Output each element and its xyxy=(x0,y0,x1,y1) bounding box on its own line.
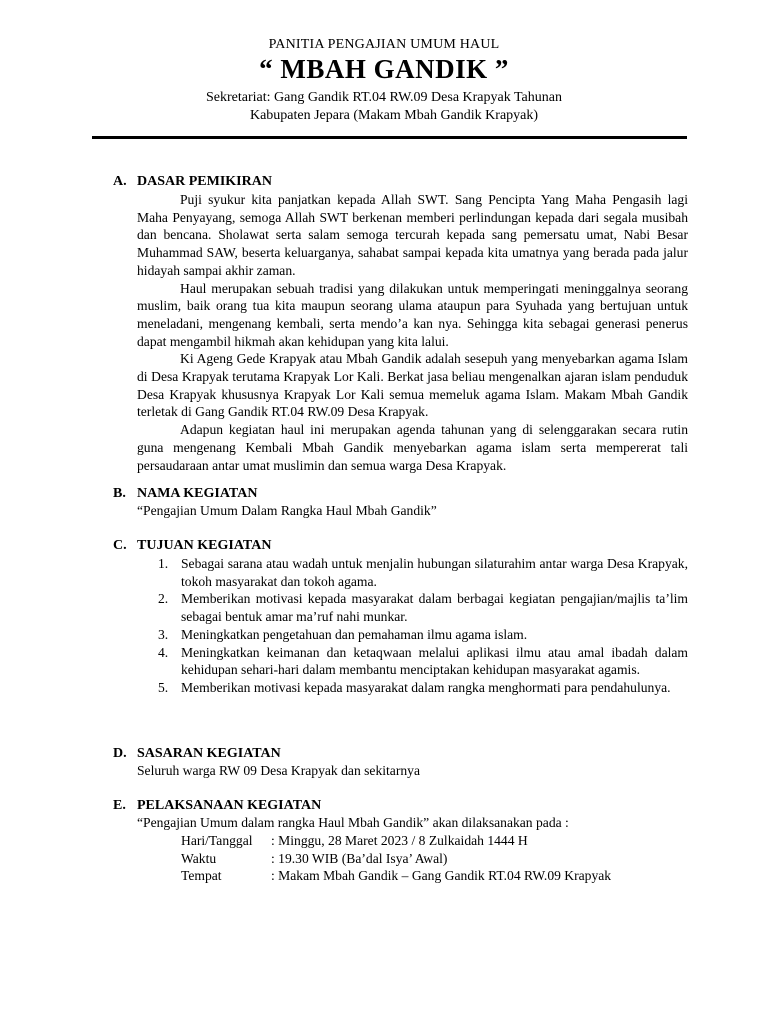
goal-text: Memberikan motivasi kepada masyarakat dalam rangka menghormati para pendahulunya. xyxy=(181,679,671,695)
section-c-heading xyxy=(113,538,271,554)
section-d-text: Seluruh warga RW 09 Desa Krapyak dan sekitarnya xyxy=(137,763,420,778)
section-d-heading xyxy=(113,746,281,762)
section-a-paragraph-3: Ki Ageng Gede Krapyak atau Mbah Gandik adalah sesepuh yang menyebarkan agama Islam di Desa Krapyak terutama Krapyak Lor Kali. Berkat jasa beliau mengenalkan ajaran islam penduduk Desa Krapyak khususnya Krapyak Lor Kali semua memeluk agama Islam. Makam Mbah Gandik terletak di Gang Gandik RT.04 RW.09 Desa Krapyak. xyxy=(137,351,688,420)
schedule-key: Waktu xyxy=(181,850,217,866)
section-a-body xyxy=(137,191,688,474)
section-e-heading xyxy=(113,798,321,814)
header-divider xyxy=(92,136,687,139)
schedule-key: Tempat xyxy=(181,868,222,884)
section-b-heading xyxy=(113,486,257,502)
schedule-value: : Minggu, 28 Maret 2023 / 8 Zulkaidah 1444 H xyxy=(271,833,528,848)
goal-number: 1. xyxy=(158,556,169,571)
schedule-row-place xyxy=(181,867,611,885)
goal-number: 4. xyxy=(158,644,169,660)
goal-item xyxy=(137,679,688,697)
section-c-title: TUJUAN KEGIATAN xyxy=(137,538,272,553)
goal-text: Sebagai sarana atau wadah untuk menjalin hubungan silaturahim antar warga Desa Krapyak, tokoh masyarakat dan tokoh agama. xyxy=(181,556,688,589)
section-b-text: “Pengajian Umum Dalam Rangka Haul Mbah Gandik” xyxy=(137,503,437,518)
section-c-goal-list xyxy=(137,555,688,697)
section-a-paragraph-1: Puji syukur kita panjatkan kepada Allah SWT. Sang Pencipta Yang Maha Pengasih lagi Maha Penyayang, semoga Allah SWT berkenan memberi perlindungan kepada dari segala musibah dan bencana. Sholawat serta salam semoga tercurah kepada sang pemersatu umat, Nabi Besar Muhammad SAW, beserta keluarganya, sahabat sampai kepada kita umatnya yang berada pada jalur hidayah sampai akhir zaman. xyxy=(137,192,688,278)
schedule-row-date xyxy=(181,832,611,850)
section-a-letter: A. xyxy=(113,174,127,189)
goal-item xyxy=(137,555,688,590)
section-a-title: DASAR PEMIKIRAN xyxy=(137,174,272,189)
section-e-letter: E. xyxy=(113,798,126,813)
goal-item xyxy=(137,644,688,679)
section-e-title: PELAKSANAAN KEGIATAN xyxy=(137,798,322,813)
schedule-table xyxy=(181,832,611,885)
goal-text: Meningkatkan pengetahuan dan pemahaman ilmu agama islam. xyxy=(181,626,528,642)
section-d-title: SASARAN KEGIATAN xyxy=(137,746,281,761)
schedule-row-time xyxy=(181,850,611,868)
section-e-intro: “Pengajian Umum dalam rangka Haul Mbah Gandik” akan dilaksanakan pada : xyxy=(137,815,569,830)
goal-text: Memberikan motivasi kepada masyarakat dalam berbagai kegiatan pengajian/majlis ta’lim sebagai bentuk amar ma’ruf nahi munkar. xyxy=(181,591,688,625)
goal-number: 3. xyxy=(158,626,169,642)
goal-item xyxy=(137,626,688,644)
goal-text: Meningkatkan keimanan dan ketaqwaan melalui aplikasi ilmu atau amal ibadah dalam kehidupan sehari-hari dalam membantu menciptakan kehidupan masyarakat agamis. xyxy=(181,644,688,678)
goal-item xyxy=(137,590,688,625)
committee-title: PANITIA PENGAJIAN UMUM HAUL xyxy=(268,37,500,52)
event-name-title: “ MBAH GANDIK ” xyxy=(259,54,509,84)
schedule-key: Hari/Tanggal xyxy=(181,833,253,848)
section-d-letter: D. xyxy=(113,746,127,761)
schedule-value: : Makam Mbah Gandik – Gang Gandik RT.04 RW.09 Krapyak xyxy=(271,868,612,884)
goal-number: 5. xyxy=(158,679,169,695)
section-b-letter: B. xyxy=(113,486,126,501)
section-c-letter: C. xyxy=(113,538,127,553)
section-a-paragraph-2: Haul merupakan sebuah tradisi yang dilakukan untuk memperingati meninggalnya seorang muslim, baik orang tua kita maupun seorang ulama ataupun para Syuhada yang bertujuan untuk meneladani, mengenang kembali, serta mendo’a kan nya. Sehingga kita sebagai generasi penerus dapat mengambil hikmah akan kehidupan yang kita lalui. xyxy=(137,280,688,349)
secretariat-address-line1: Sekretariat: Gang Gandik RT.04 RW.09 Desa Krapyak Tahunan xyxy=(205,90,562,105)
schedule-value: : 19.30 WIB (Ba’dal Isya’ Awal) xyxy=(271,850,448,866)
section-b-title: NAMA KEGIATAN xyxy=(137,486,258,501)
section-a-paragraph-4: Adapun kegiatan haul ini merupakan agenda tahunan yang di selenggarakan secara rutin guna mengenang Kembali Mbah Gandik menyebarkan agama islam serta mempererat tali persaudaraan antar umat muslimin dan semua warga Desa Krapyak. xyxy=(137,422,688,473)
secretariat-address-line2: Kabupaten Jepara (Makam Mbah Gandik Krapyak) xyxy=(249,108,539,123)
section-a-heading xyxy=(113,174,272,190)
goal-number: 2. xyxy=(158,591,169,607)
